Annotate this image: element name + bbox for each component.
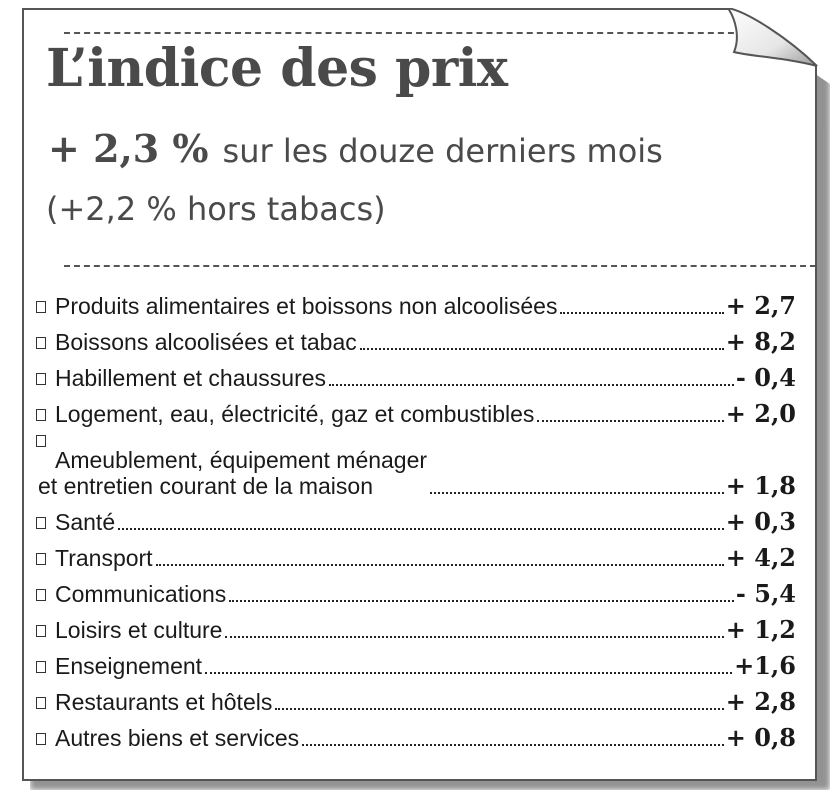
item-label: Loisirs et culture — [55, 617, 223, 643]
dot-leader — [537, 420, 723, 422]
checkbox-square-icon — [36, 301, 46, 313]
middle-dashed-divider — [64, 265, 816, 267]
dot-leader — [360, 348, 724, 350]
list-item — [36, 355, 796, 391]
item-value: + 0,3 — [725, 507, 796, 536]
dot-leader — [430, 492, 724, 494]
item-label: Enseignement — [55, 653, 203, 679]
item-label: Communications — [55, 581, 227, 607]
item-value: + 1,8 — [725, 471, 796, 500]
item-label: Restaurants et hôtels — [55, 689, 273, 715]
item-value: - 5,4 — [735, 579, 796, 608]
item-label: Transport — [55, 545, 153, 571]
item-value: +1,6 — [734, 651, 796, 680]
checkbox-square-icon — [36, 661, 46, 673]
checkbox-square-icon — [36, 337, 46, 349]
item-label: Produits alimentaires et boissons non alcoolisées — [55, 293, 558, 319]
list-item — [36, 607, 796, 643]
item-value: + 2,8 — [725, 687, 796, 716]
dot-leader — [275, 708, 723, 710]
checkbox-square-icon — [36, 625, 46, 637]
list-item — [36, 391, 796, 427]
headline-value: + 2,3 % — [48, 126, 209, 171]
item-value: + 2,7 — [725, 291, 796, 320]
list-item — [36, 679, 796, 715]
headline — [48, 126, 663, 171]
dot-leader — [560, 312, 723, 314]
item-label: Autres biens et services — [55, 725, 300, 751]
item-value: + 4,2 — [725, 543, 796, 572]
dot-leader — [229, 600, 734, 602]
item-label: Boissons alcoolisées et tabac — [55, 329, 357, 355]
page-curl-icon — [728, 8, 818, 68]
checkbox-square-icon — [36, 733, 46, 745]
list-item — [36, 535, 796, 571]
dot-leader — [205, 672, 732, 674]
list-item — [36, 499, 796, 535]
top-dashed-divider — [64, 32, 744, 34]
list-item — [36, 427, 796, 499]
dot-leader — [225, 636, 723, 638]
list-item — [36, 571, 796, 607]
item-label: Logement, eau, électricité, gaz et combustibles — [55, 401, 535, 427]
item-label-line1: Ameublement, équipement ménager — [55, 447, 428, 473]
subline: (+2,2 % hors tabacs) — [46, 190, 386, 228]
list-item — [36, 283, 796, 319]
checkbox-square-icon — [36, 409, 46, 421]
item-label — [38, 447, 428, 499]
item-value: - 0,4 — [735, 363, 796, 392]
checkbox-square-icon — [36, 553, 46, 565]
dot-leader — [302, 744, 724, 746]
checkbox-square-icon — [36, 435, 46, 447]
dot-leader — [118, 528, 724, 530]
item-value: + 0,8 — [725, 723, 796, 752]
checkbox-square-icon — [36, 373, 46, 385]
headline-text: sur les douze derniers mois — [222, 132, 663, 170]
item-value: + 2,0 — [725, 399, 796, 428]
item-label: Santé — [55, 509, 116, 535]
list-item — [36, 643, 796, 679]
price-category-list — [36, 283, 796, 751]
item-value: + 8,2 — [725, 327, 796, 356]
checkbox-square-icon — [36, 697, 46, 709]
list-item — [36, 319, 796, 355]
page-title: L’indice des prix — [46, 38, 508, 99]
item-value: + 1,2 — [725, 615, 796, 644]
item-label: Habillement et chaussures — [55, 365, 327, 391]
item-label-line2: et entretien courant de la maison — [38, 473, 373, 499]
dot-leader — [156, 564, 724, 566]
checkbox-square-icon — [36, 517, 46, 529]
dot-leader — [329, 384, 734, 386]
list-item — [36, 715, 796, 751]
checkbox-square-icon — [36, 589, 46, 601]
